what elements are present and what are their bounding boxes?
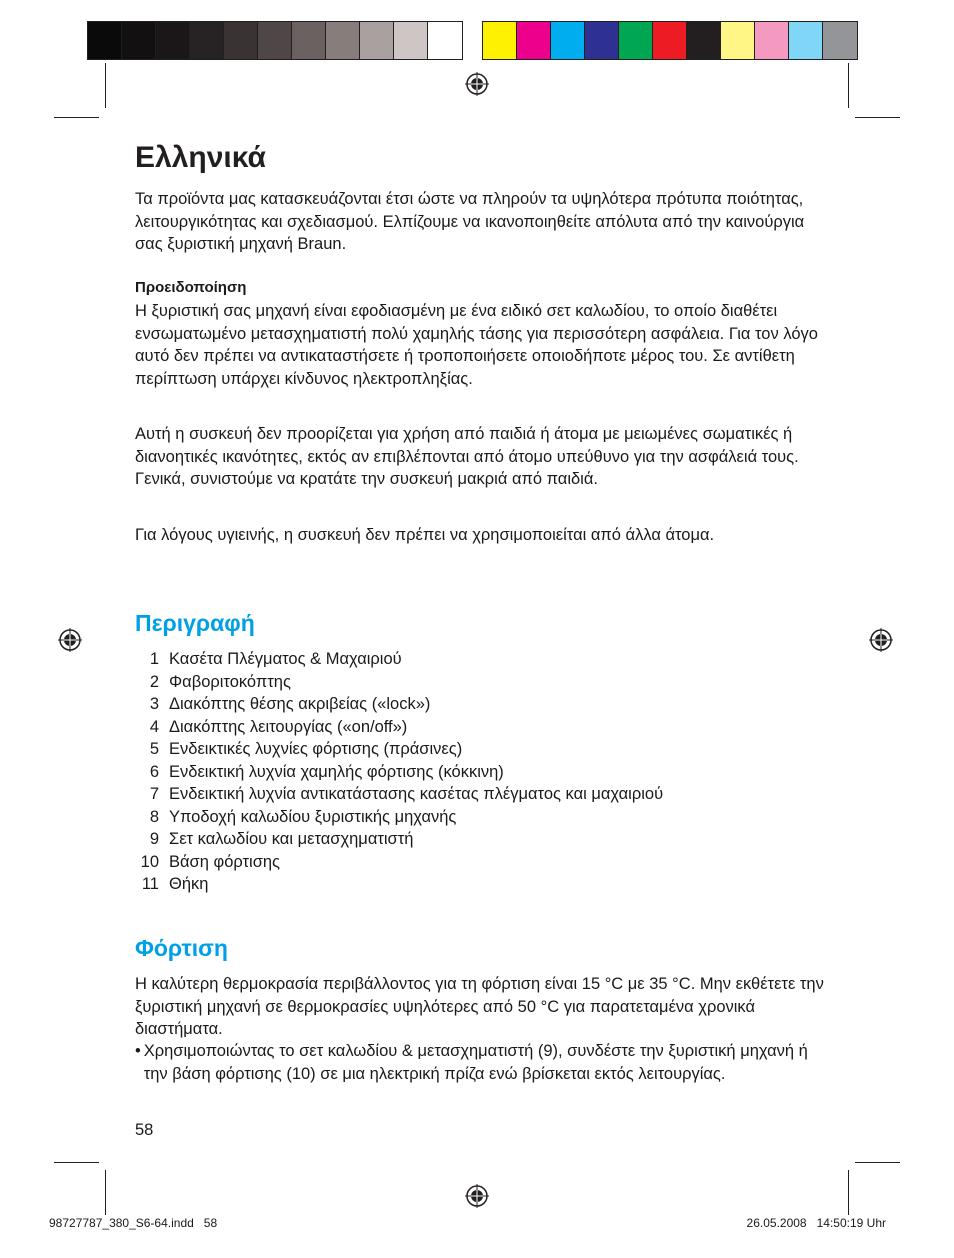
crop-mark (848, 63, 849, 108)
item-number: 3 (149, 695, 159, 713)
item-number: 8 (149, 807, 159, 826)
crop-mark (848, 1170, 849, 1215)
process-color-patch (823, 22, 857, 59)
item-number: 9 (149, 830, 159, 848)
process-color-patch (721, 22, 755, 59)
warning-heading: Προειδοποίηση (135, 279, 247, 296)
description-list-item (135, 648, 663, 671)
page-number: 58 (135, 1121, 154, 1139)
charging-bullet-item (135, 1040, 825, 1085)
item-number: 7 (149, 785, 159, 803)
description-list-item (135, 806, 663, 829)
crop-mark (54, 1162, 99, 1163)
process-color-patch (619, 22, 653, 59)
item-text: Φαβοριτοκόπτης (169, 672, 291, 691)
warning-paragraph-3: Για λόγους υγιεινής, η συσκευή δεν πρέπει να χρησιμοποιείται από άλλα άτομα. (135, 526, 715, 544)
item-number: 5 (149, 740, 159, 758)
gray-color-patch (88, 22, 122, 59)
process-color-patch (585, 22, 619, 59)
process-color-patch (483, 22, 517, 59)
process-color-patch (517, 22, 551, 59)
description-list-item (135, 738, 663, 761)
item-text: Ενδεικτική λυχνία χαμηλής φόρτισης (κόκκινη) (169, 762, 504, 781)
description-list-item (135, 671, 663, 694)
process-color-bar (482, 21, 858, 60)
item-number: 1 (149, 650, 159, 668)
warning-paragraph-2: Αυτή η συσκευή δεν προορίζεται για χρήση από παιδιά ή άτομα με μειωμένες σωματικές ή διανοητικές ικανότητες, εκτός αν επιβλέπονται από άτομο υπεύθυνο για την ασφάλειά τους. Γενικά, συνιστούμε να κρατάτε την συσκευή μακριά από παιδιά. (135, 425, 799, 488)
slug-file-info: 98727787_380_S6-64.indd 58 (49, 1216, 218, 1230)
process-color-patch (551, 22, 585, 59)
item-text: Διακόπτης λειτουργίας («on/off») (169, 717, 408, 736)
charging-heading: Φόρτιση (135, 935, 228, 961)
crop-mark (105, 63, 106, 108)
item-text: Κασέτα Πλέγματος & Μαχαιριού (169, 650, 402, 668)
item-number: 6 (149, 762, 159, 781)
description-list-item (135, 716, 663, 739)
gray-color-patch (258, 22, 292, 59)
description-list-item (135, 828, 663, 851)
gray-color-patch (394, 22, 428, 59)
item-number: 4 (149, 717, 159, 736)
registration-mark-icon (868, 627, 894, 653)
description-list-item (135, 851, 663, 874)
charging-bullet-text: Χρησιμοποιώντας το σετ καλωδίου & μετασχηματιστή (9), συνδέστε την ξυριστική μηχανή ή την βάση φόρτισης (10) σε μια ηλεκτρική πρίζα ενώ βρίσκεται εκτός λειτουργίας. (143, 1042, 808, 1083)
item-text: Διακόπτης θέσης ακριβείας («lock») (169, 695, 431, 713)
gray-color-patch (224, 22, 258, 59)
crop-mark (855, 1162, 900, 1163)
page-title: Ελληνικά (135, 141, 266, 174)
item-number: 2 (149, 672, 159, 691)
description-list (135, 648, 663, 896)
crop-mark (54, 117, 99, 118)
process-color-patch (755, 22, 789, 59)
slug-datetime: 26.05.2008 14:50:19 Uhr (746, 1216, 886, 1230)
crop-mark (105, 1170, 106, 1215)
registration-mark-icon (464, 71, 490, 97)
gray-color-patch (156, 22, 190, 59)
item-text: Ενδεικτική λυχνία αντικατάστασης κασέτας πλέγματος και μαχαιριού (169, 785, 664, 803)
gray-color-patch (326, 22, 360, 59)
description-list-item (135, 693, 663, 716)
gray-color-patch (360, 22, 394, 59)
item-text: Σετ καλωδίου και μετασχηματιστή (169, 830, 414, 848)
process-color-patch (789, 22, 823, 59)
grayscale-color-bar (87, 21, 463, 60)
intro-paragraph: Τα προϊόντα μας κατασκευάζονται έτσι ώστε να πληρούν τα υψηλότερα πρότυπα ποιότητας, λειτουργικότητας και σχεδιασμού. Ελπίζουμε να ικανοποιηθείτε απόλυτα από την καινούργια σας ξυριστική μηχανή Braun. (135, 190, 805, 253)
item-text: Βάση φόρτισης (169, 852, 281, 871)
description-list-item (135, 873, 663, 896)
description-list-item (135, 783, 663, 806)
item-number: 10 (140, 852, 159, 871)
description-heading: Περιγραφή (135, 610, 255, 636)
page-content (135, 140, 825, 1083)
process-color-patch (653, 22, 687, 59)
crop-mark (855, 117, 900, 118)
bullet-icon: • (135, 1042, 141, 1060)
gray-color-patch (122, 22, 156, 59)
charging-paragraph: Η καλύτερη θερμοκρασία περιβάλλοντος για τη φόρτιση είναι 15 °C με 35 °C. Μην εκθέτετε την ξυριστική μηχανή σε θερμοκρασίες υψηλότερες από 50 °C για παρατεταμένα χρονικά διαστήματα. (135, 975, 824, 1038)
item-number: 11 (141, 875, 159, 893)
item-text: Ενδεικτικές λυχνίες φόρτισης (πράσινες) (169, 740, 463, 758)
gray-color-patch (292, 22, 326, 59)
registration-mark-icon (57, 627, 83, 653)
item-text: Υποδοχή καλωδίου ξυριστικής μηχανής (169, 807, 457, 826)
gray-color-patch (190, 22, 224, 59)
warning-paragraph-1: Η ξυριστική σας μηχανή είναι εφοδιασμένη με ένα ειδικό σετ καλωδίου, το οποίο διαθέτει ενσωματωμένο μετασχηματιστή πολύ χαμηλής τάσης για περισσότερη ασφάλεια. Για τον λόγο αυτό δεν πρέπει να αντικαταστήσετε ή τροποποιήσετε οποιοδήποτε μέρος του. Σε αντίθετη περίπτωση υπάρχει κίνδυνος ηλεκτροπληξίας. (135, 302, 818, 388)
item-text: Θήκη (169, 875, 209, 893)
description-list-item (135, 761, 663, 784)
gray-color-patch (428, 22, 462, 59)
registration-mark-icon (464, 1183, 490, 1209)
process-color-patch (687, 22, 721, 59)
